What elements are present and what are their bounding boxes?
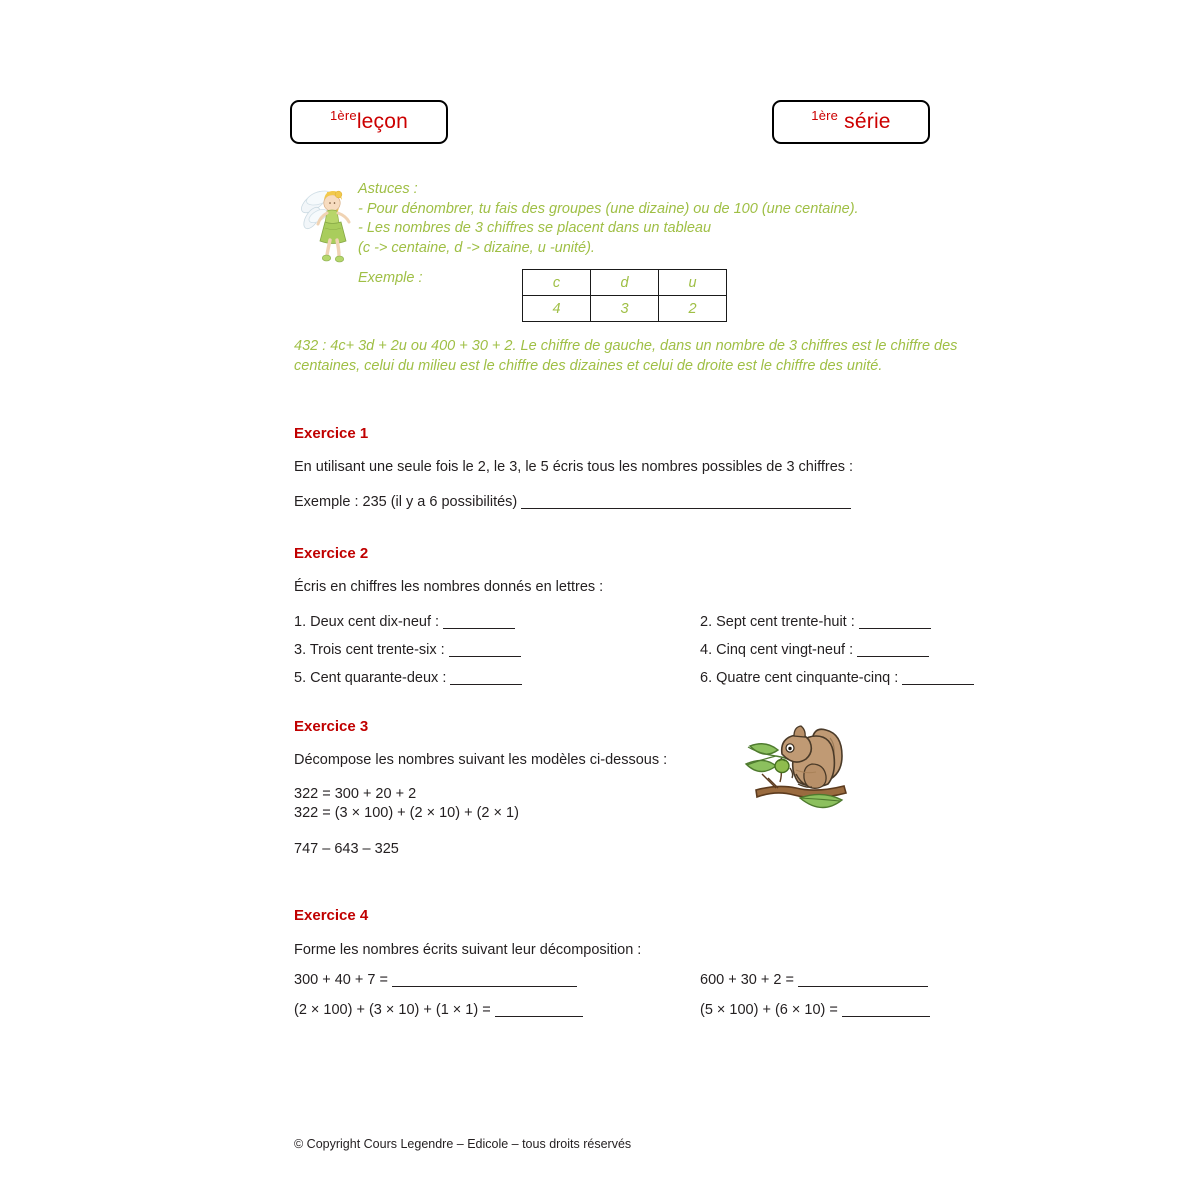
exercise-2-item-4 [700,642,929,658]
squirrel-icon [738,712,860,824]
exercise-4-heading: Exercice 4 [294,907,369,924]
lesson-badge [290,100,448,144]
exercise-2-heading: Exercice 2 [294,545,369,562]
value-cell-c: 4 [523,296,591,322]
exercise-2-item-5 [294,670,522,686]
place-value-table [522,269,727,322]
exercise-2-item-6-blank[interactable] [902,684,974,685]
exercise-2-item-1 [294,614,515,630]
exercise-2-item-2-label: 2. Sept cent trente-huit : [700,614,855,630]
exercise-4-right-item-1-blank[interactable] [798,986,928,987]
exercise-4-right-item-1 [700,972,928,988]
tips-title: Astuces : [358,181,418,197]
exercise-4-right-item-2-label: (5 × 100) + (6 × 10) = [700,1002,838,1018]
header-cell-c: c [523,270,591,296]
exercise-2-item-1-blank[interactable] [443,628,515,629]
exercise-4-left-item-2 [294,1002,583,1018]
example-label: Exemple : [358,270,423,286]
exercise-1-instruction: En utilisant une seule fois le 2, le 3, le 5 écris tous les nombres possibles de 3 chiffres : [294,459,854,475]
exercise-4-left-item-1-blank[interactable] [392,986,577,987]
exercise-1-example-row [294,494,851,510]
exercise-2-item-6-label: 6. Quatre cent cinquante-cinq : [700,670,899,686]
value-cell-d: 3 [591,296,659,322]
exercise-1-heading: Exercice 1 [294,425,369,442]
exercise-3-model-2: 322 = (3 × 100) + (2 × 10) + (2 × 1) [294,805,519,821]
exercise-2-item-4-label: 4. Cinq cent vingt-neuf : [700,642,854,658]
series-badge-label: série [844,110,891,133]
header-cell-d: d [591,270,659,296]
exercise-4-left-item-2-blank[interactable] [495,1016,583,1017]
tips-line-2: - Les nombres de 3 chiffres se placent dans un tableau [358,220,712,236]
exercise-1-example-text: Exemple : 235 (il y a 6 possibilités) [294,494,518,510]
exercise-2-item-1-label: 1. Deux cent dix-neuf : [294,614,440,630]
exercise-2-item-4-blank[interactable] [857,656,929,657]
series-badge-ordinal: 1ère [811,108,839,123]
exercise-4-instruction: Forme les nombres écrits suivant leur décomposition : [294,942,642,958]
tips-line-3: (c -> centaine, d -> dizaine, u -unité). [358,239,595,256]
exercise-3-instruction: Décompose les nombres suivant les modèles ci-dessous : [294,752,668,768]
fairy-icon [294,176,356,272]
exercise-2-item-3-label: 3. Trois cent trente-six : [294,642,445,658]
table-header-row [523,270,727,296]
exercise-2-item-6 [700,670,974,686]
exercise-2-item-5-blank[interactable] [450,684,522,685]
exercise-2-instruction: Écris en chiffres les nombres donnés en lettres : [294,579,604,595]
exercise-1-answer-blank[interactable] [521,508,851,509]
value-cell-u: 2 [659,296,727,322]
series-badge-text [811,110,890,134]
header-cell-u: u [659,270,727,296]
tips-line-1: - Pour dénombrer, tu fais des groupes (une dizaine) ou de 100 (une centaine). [358,200,859,217]
exercise-4-right-item-2 [700,1002,930,1018]
exercise-2-item-3 [294,642,521,658]
tips-paragraph: 432 : 4c+ 3d + 2u ou 400 + 30 + 2. Le chiffre de gauche, dans un nombre de 3 chiffres est le chiffre des centaines, celui du milieu est le chiffre des dizaines et celui de droite est le chiffre des unité. [294,338,958,374]
exercise-3-numbers: 747 – 643 – 325 [294,841,399,857]
exercise-4-left-item-1 [294,972,577,988]
lesson-badge-text [330,110,408,134]
footer-copyright: © Copyright Cours Legendre – Edicole – tous droits réservés [294,1137,632,1151]
tips-text [358,180,958,258]
exercise-2-item-2-blank[interactable] [859,628,931,629]
exercise-2-item-5-label: 5. Cent quarante-deux : [294,670,447,686]
exercise-4-left-item-2-label: (2 × 100) + (3 × 10) + (1 × 1) = [294,1002,491,1018]
exercise-2-item-2 [700,614,931,630]
exercise-4-right-item-2-blank[interactable] [842,1016,930,1017]
exercise-3-model-1: 322 = 300 + 20 + 2 [294,786,417,802]
exercise-4-left-item-1-label: 300 + 40 + 7 = [294,972,388,988]
table-value-row [523,296,727,322]
exercise-3-heading: Exercice 3 [294,718,369,735]
lesson-badge-label: leçon [356,110,409,133]
series-badge [772,100,930,144]
exercise-2-item-3-blank[interactable] [449,656,521,657]
exercise-4-right-item-1-label: 600 + 30 + 2 = [700,972,794,988]
lesson-badge-ordinal: 1ère [329,108,357,123]
